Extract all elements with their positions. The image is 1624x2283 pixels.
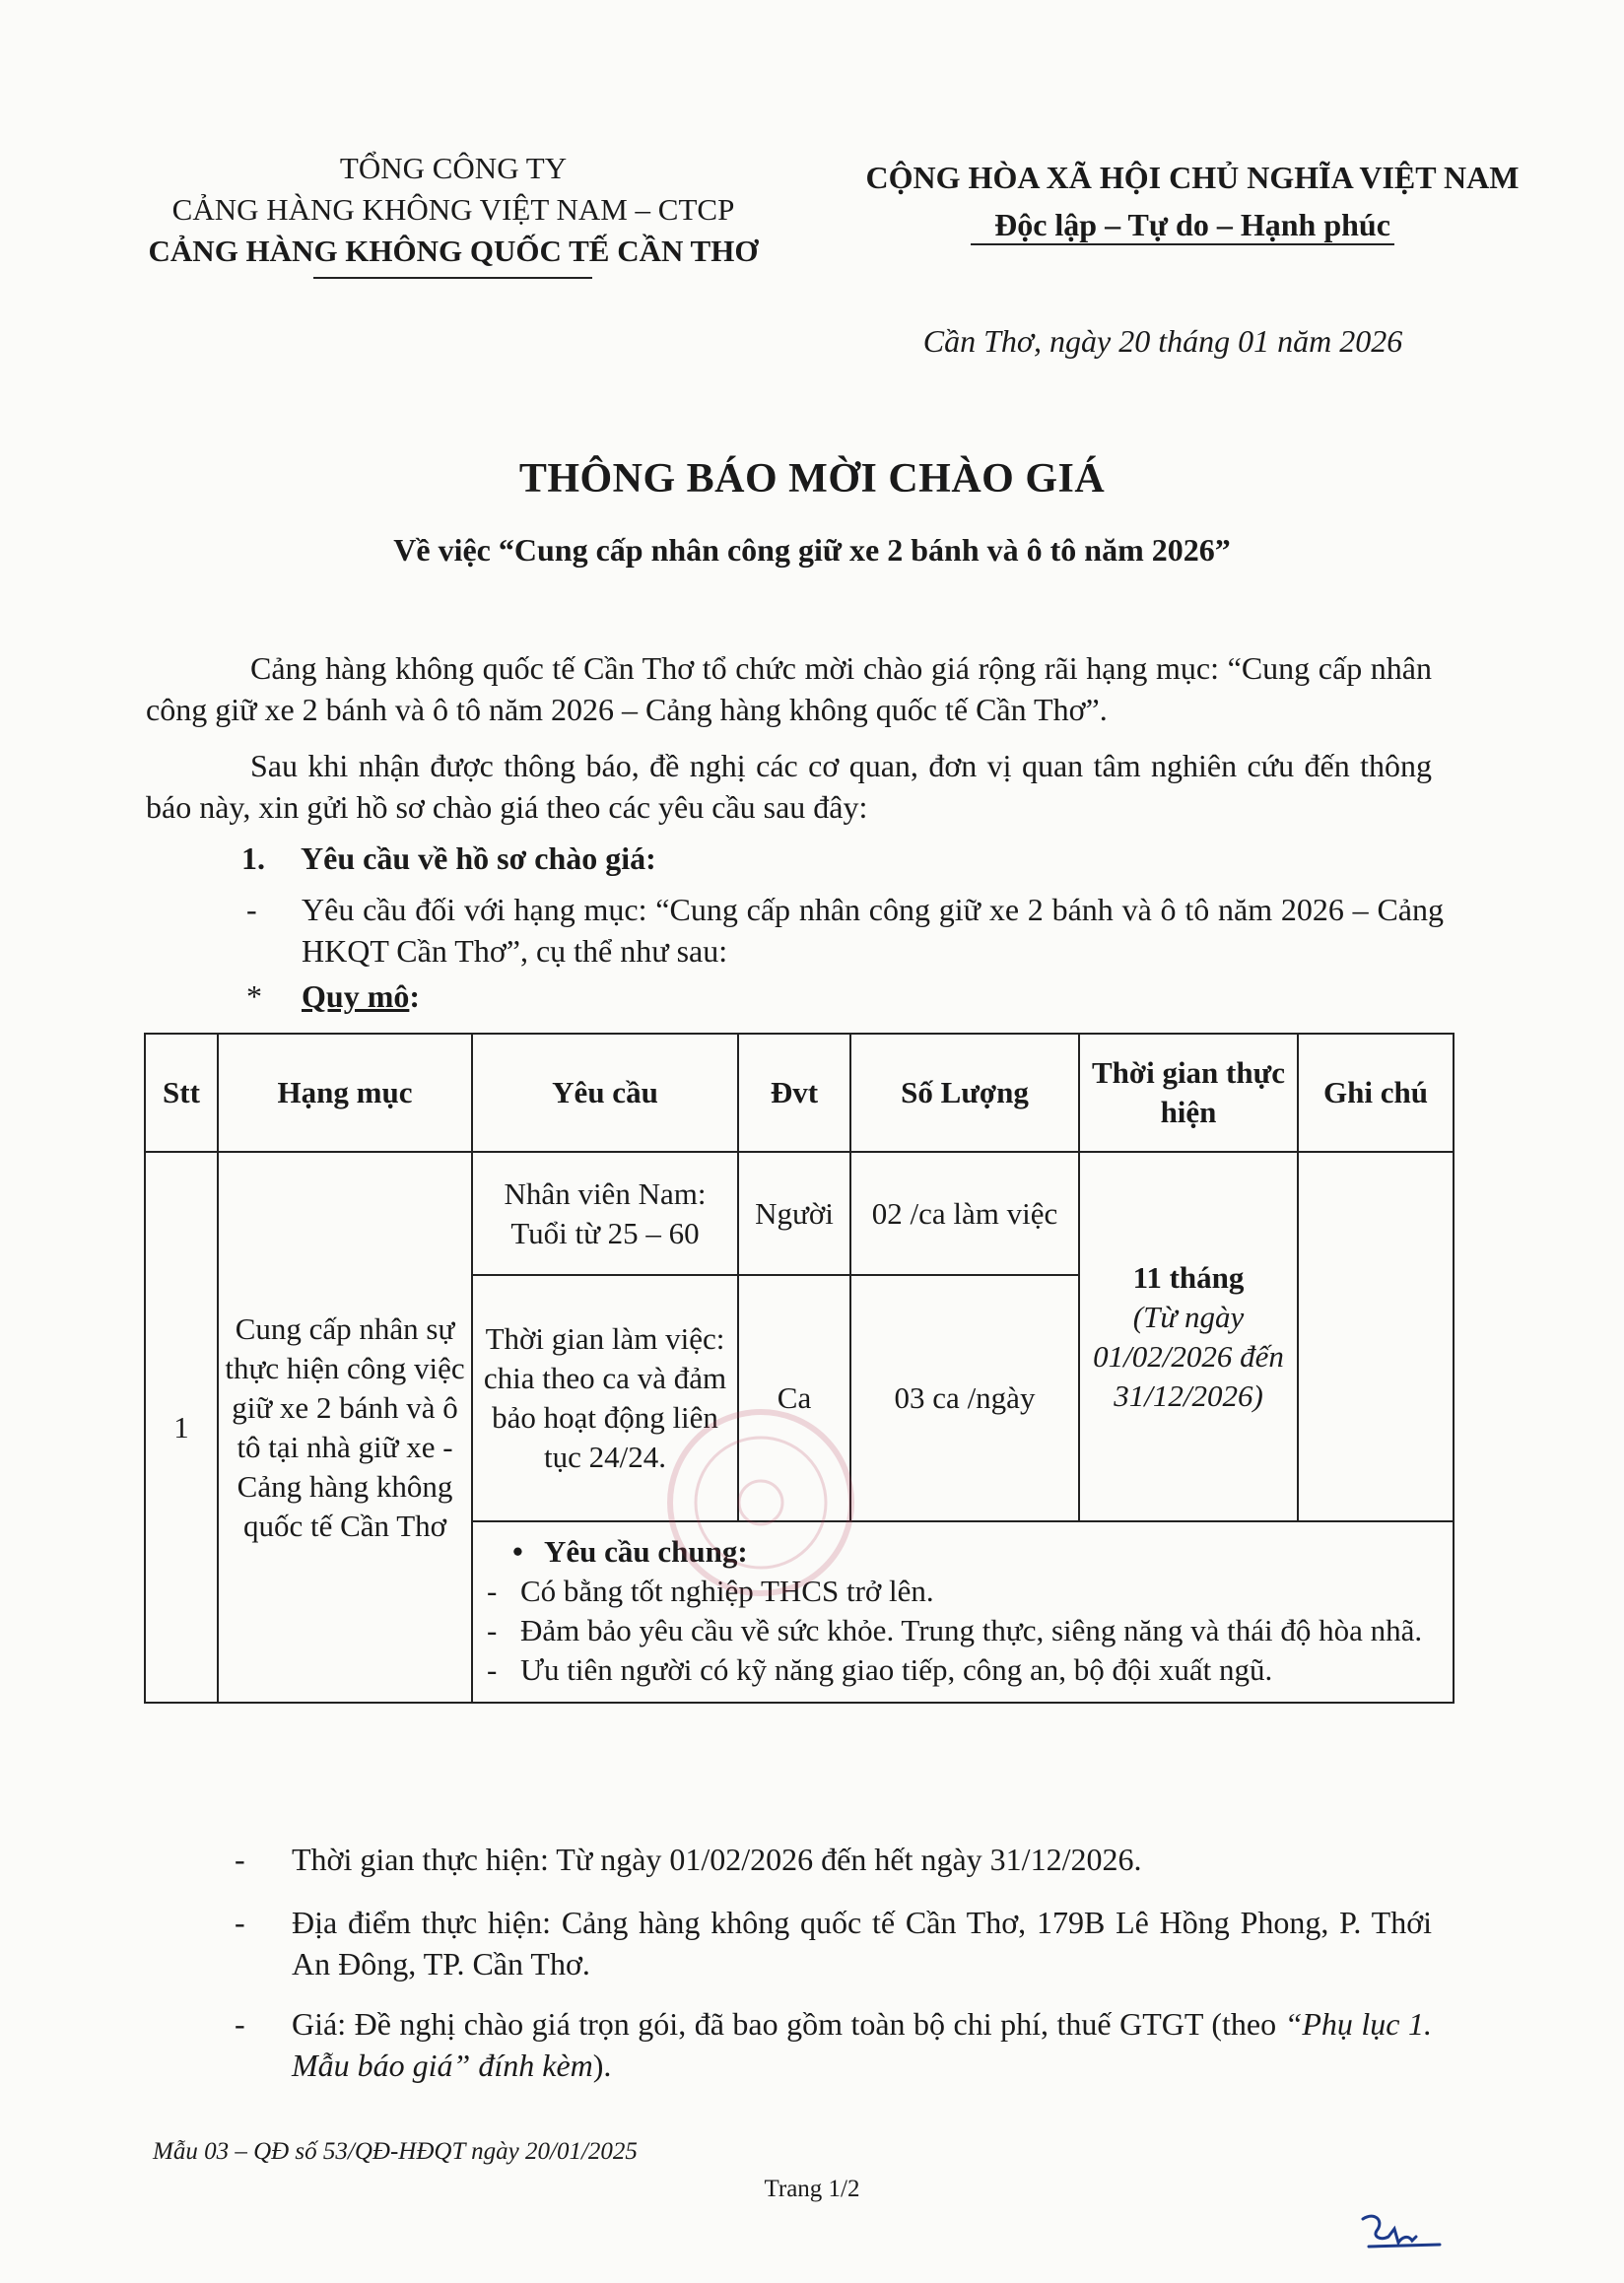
header-stt: Stt [145,1034,218,1152]
cell-duration [1079,1152,1298,1521]
duration-main: 11 tháng [1132,1259,1245,1295]
table-row [145,1152,1454,1275]
page-number: Trang 1/2 [764,2176,860,2202]
price-prefix: Giá: Đề nghị chào giá trọn gói, đã bao gồm toàn bộ chi phí, thuế GTGT (theo [292,2006,1285,2042]
cell-item: Cung cấp nhân sự thực hiện công việc giữ xe 2 bánh và ô tô tại nhà giữ xe - Cảng hàng không quốc tế Cần Thơ [218,1152,472,1703]
table-header-row [145,1034,1454,1152]
dash-marker: - [487,1574,498,1608]
dash-marker: - [235,2006,245,2042]
cell-quantity-2: 03 ca /ngày [850,1275,1079,1521]
cell-general-requirements [472,1521,1454,1703]
list-item [485,1611,1445,1650]
general-title [485,1532,1445,1572]
cell-quantity-1: 02 /ca làm việc [850,1152,1079,1275]
list-item [235,1839,1432,1880]
requirement-text: Yêu cầu đối với hạng mục: “Cung cấp nhân công giữ xe 2 bánh và ô tô năm 2026 – Cảng HKQT Cần Thơ”, cụ thể như sau: [302,892,1444,969]
intro-paragraph-1: Cảng hàng không quốc tế Cần Thơ tổ chức mời chào giá rộng rãi hạng mục: “Cung cấp nhân công giữ xe 2 bánh và ô tô năm 2026 – Cảng hàng không quốc tế Cần Thơ”. [146,650,1432,727]
cell-stt: 1 [145,1152,218,1703]
cell-note [1298,1152,1454,1521]
issuer-line-1: TỔNG CÔNG TY [339,151,568,185]
motto-underline [971,243,1394,245]
requirement-item [246,889,1444,972]
execution-time: Thời gian thực hiện: Từ ngày 01/02/2026 đến hết ngày 31/12/2026. [292,1842,1142,1877]
cell-requirement-1: Nhân viên Nam: Tuổi từ 25 – 60 [472,1152,738,1275]
issuer-line-3: CẢNG HÀNG KHÔNG QUỐC TẾ CẦN THƠ [148,234,759,268]
dash-marker: - [235,1842,245,1877]
list-item [485,1650,1445,1690]
header-quantity: Số Lượng [850,1034,1079,1152]
header-note: Ghi chú [1298,1034,1454,1152]
issuer-underline [313,277,592,279]
general-item-2: Đảm bảo yêu cầu về sức khỏe. Trung thực, siêng năng và thái độ hòa nhã. [520,1613,1423,1647]
header-unit: Đvt [738,1034,850,1152]
duration-detail: (Từ ngày 01/02/2026 đến 31/12/2026) [1093,1299,1284,1413]
section-1-title: Yêu cầu về hồ sơ chào giá: [301,840,656,876]
national-motto: Độc lập – Tự do – Hạnh phúc [994,207,1390,242]
scale-heading [246,978,420,1015]
issuer-line-2: CẢNG HÀNG KHÔNG VIỆT NAM – CTCP [171,192,735,227]
issuer-header [128,148,778,272]
list-item [235,1902,1432,1984]
dash-marker: - [235,1905,245,1940]
scale-label: Quy mô [302,978,410,1014]
dash-marker: - [246,892,257,927]
dash-marker: - [487,1652,498,1687]
header-requirement: Yêu cầu [472,1034,738,1152]
list-item [235,2003,1432,2086]
star-marker: * [246,978,262,1014]
document-subtitle: Về việc “Cung cấp nhân công giữ xe 2 bánh và ô tô năm 2026” [393,532,1231,568]
list-item [485,1572,1445,1611]
scope-table [144,1033,1455,1704]
national-header [838,154,1547,248]
cell-unit-1: Người [738,1152,850,1275]
execution-place: Địa điểm thực hiện: Cảng hàng không quốc tế Cần Thơ, 179B Lê Hồng Phong, P. Thới An Đông, TP. Cần Thơ. [292,1905,1432,1981]
section-1-number: 1. [241,840,265,876]
scale-colon: : [409,978,420,1014]
header-duration: Thời gian thực hiện [1079,1034,1298,1152]
cell-requirement-2: Thời gian làm việc: chia theo ca và đảm bảo hoạt động liên tục 24/24. [472,1275,738,1521]
form-reference: Mẫu 03 – QĐ số 53/QĐ-HĐQT ngày 20/01/2025 [153,2138,638,2165]
national-title: CỘNG HÒA XÃ HỘI CHỦ NGHĨA VIỆT NAM [865,160,1520,195]
date-line: Cần Thơ, ngày 20 tháng 01 năm 2026 [922,323,1403,359]
initial-signature [1355,2207,1444,2256]
dash-marker: - [487,1613,498,1647]
header-item: Hạng mục [218,1034,472,1152]
price-requirement [292,2003,1432,2086]
red-seal-stamp [662,1404,859,1601]
section-1-heading [241,840,656,877]
general-title-text: Yêu cầu chung: [544,1534,748,1569]
document-title: THÔNG BÁO MỜI CHÀO GIÁ [518,456,1106,502]
cell-unit-2: Ca [738,1275,850,1521]
general-item-1: Có bằng tốt nghiệp THCS trở lên. [520,1574,934,1608]
bullet-marker: • [512,1534,523,1569]
general-item-3: Ưu tiên người có kỹ năng giao tiếp, công an, bộ đội xuất ngũ. [520,1652,1273,1687]
price-suffix: ). [592,2048,612,2083]
price-appendix-ref: “Phụ lục 1. Mẫu báo giá” đính kèm [292,2006,1433,2083]
intro-paragraph-2: Sau khi nhận được thông báo, đề nghị các cơ quan, đơn vị quan tâm nghiên cứu đến thông báo này, xin gửi hồ sơ chào giá theo các yêu cầu sau đây: [146,748,1432,825]
